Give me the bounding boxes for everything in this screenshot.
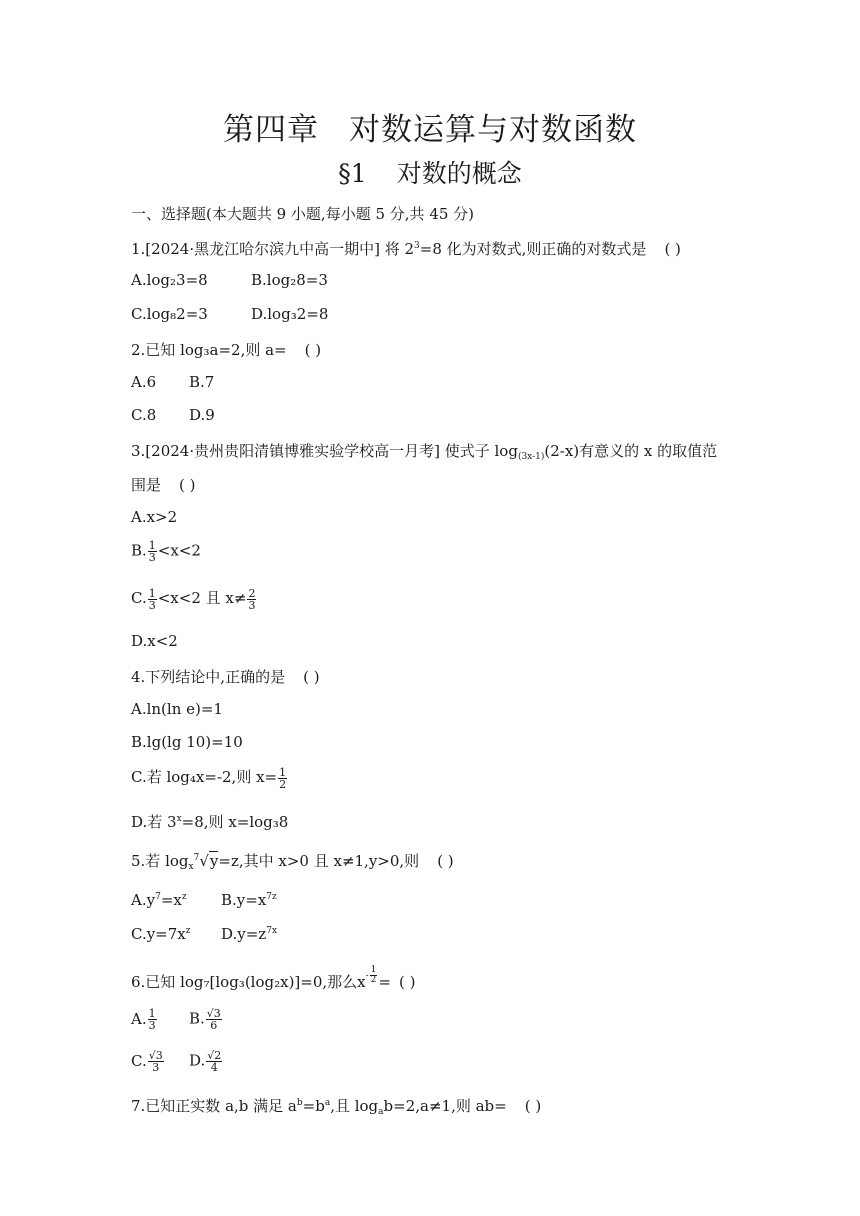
q1-option-c: C.log₈2=3 [131, 305, 208, 323]
q5-b-sup: 7z [266, 892, 277, 902]
question-3 [131, 440, 717, 462]
q3-c-prefix: C. [131, 589, 147, 607]
q3-b-rest: <x<2 [157, 541, 201, 560]
q6-answer-paren: ( ) [398, 973, 416, 991]
q3-text-b: (2-x)有意义的 x 的取值范 [544, 442, 718, 460]
q5-options-row-1 [131, 891, 277, 909]
q5-d-sup: 7x [266, 926, 278, 936]
q6-options-row-1 [131, 1007, 221, 1032]
q6-a-prefix: A. [131, 1009, 147, 1028]
q4-d-sup: x [176, 814, 182, 824]
fraction-denominator: 3 [148, 551, 156, 564]
q5-options-row-2 [131, 925, 278, 943]
question-2 [131, 339, 321, 360]
q7-text-a: 7.已知正实数 a,b 满足 a [131, 1097, 297, 1115]
chapter-name: 对数运算与对数函数 [349, 112, 637, 148]
q5-option-a [131, 891, 187, 909]
q1-text-b: =8 化为对数式,则正确的对数式是 [419, 240, 647, 258]
fraction-denominator: 2 [279, 777, 287, 791]
chapter-title [0, 104, 860, 149]
q4-d-text-b: =8,则 x=log₃8 [181, 813, 289, 831]
q6-b-prefix: B. [189, 1009, 205, 1028]
q4-option-a: A.ln(ln e)=1 [131, 700, 223, 718]
q4-option-d [131, 811, 288, 832]
q1-answer-paren: ( ) [664, 240, 681, 258]
section-number: §1 [338, 159, 367, 188]
q3-option-a: A.x>2 [131, 508, 178, 526]
fraction-denominator: 3 [148, 1019, 156, 1032]
q6-option-c [131, 1049, 165, 1074]
q6-exp-fraction [370, 966, 378, 985]
q6-exponent [366, 966, 379, 985]
q5-text-b: =z,其中 x>0 且 x≠1,y>0,则 [218, 852, 420, 870]
q3-answer-paren: ( ) [179, 476, 196, 494]
q7-sub: a [378, 1107, 384, 1117]
section-name: 对数的概念 [396, 159, 522, 188]
q6-option-b [189, 1008, 223, 1031]
q7-text-c: ,且 log [330, 1097, 379, 1115]
section-title [0, 154, 860, 190]
question-7 [131, 1095, 541, 1117]
q5-answer-paren: ( ) [437, 852, 454, 870]
instructions: 一、选择题(本大题共 9 小题,每小题 5 分,共 45 分) [131, 205, 475, 223]
q6-option-d [189, 1050, 223, 1073]
q1-options-row-2 [131, 305, 329, 323]
q3-c-fraction-1 [148, 588, 157, 611]
q6-c-fraction [148, 1050, 164, 1073]
q6-options-row-2 [131, 1049, 222, 1074]
fraction-numerator: 1 [279, 765, 287, 779]
q7-text-b: =b [302, 1097, 325, 1115]
fraction-numerator: 1 [148, 539, 156, 552]
q2-options-row-1 [131, 373, 215, 391]
radical-sign-icon: √ [199, 852, 209, 870]
q4-answer-paren: ( ) [303, 668, 320, 686]
q1-options-row-1 [131, 271, 328, 289]
fraction-denominator: 3 [152, 1061, 160, 1074]
q5-b-text: B.y=x [221, 891, 267, 909]
q6-b-fraction [206, 1008, 222, 1031]
fraction-numerator: √3 [148, 1049, 163, 1062]
q3-b-prefix: B. [131, 541, 147, 560]
q4-text: 4.下列结论中,正确的是 [131, 668, 286, 686]
q1-text-a: 1.[2024·黑龙江哈尔滨九中高一期中] 将 2 [131, 240, 415, 258]
question-6 [131, 966, 415, 992]
q5-a-text-b: =x [160, 891, 182, 909]
q3-b-fraction [148, 540, 157, 563]
q6-option-a [131, 1007, 158, 1032]
q5-sub: x [188, 862, 194, 872]
q3-sub: (3x-1) [517, 452, 545, 462]
q4-option-b: B.lg(lg 10)=10 [131, 733, 243, 751]
q5-a-sup2: z [181, 892, 187, 902]
fraction-numerator: √2 [207, 1049, 222, 1062]
fraction-numerator: 1 [148, 1007, 156, 1020]
q2-option-b: B.7 [189, 373, 215, 391]
q5-option-b [221, 891, 277, 909]
q7-sup2: a [324, 1098, 331, 1108]
q3-option-c [131, 587, 257, 611]
question-1 [131, 238, 681, 259]
fraction-numerator: 1 [370, 965, 377, 975]
q3-c-fraction-2 [247, 588, 256, 611]
fraction-numerator: √3 [206, 1007, 221, 1020]
q2-options-row-2 [131, 406, 215, 424]
q1-sup: 3 [414, 241, 420, 251]
q7-sup1: b [296, 1098, 303, 1108]
q4-d-text-a: D.若 3 [131, 813, 177, 831]
q5-c-text: C.y=7x [131, 925, 186, 943]
q1-option-d: D.log₃2=8 [251, 305, 329, 323]
q2-option-d: D.9 [189, 406, 215, 424]
fraction-numerator: 2 [248, 586, 256, 600]
q2-option-a: A.6 [131, 373, 157, 391]
q4-option-c [131, 766, 288, 790]
fraction-denominator: 2 [370, 975, 377, 985]
q5-a-text-a: A.y [131, 891, 156, 909]
fraction-denominator: 3 [148, 598, 156, 612]
q5-d-text: D.y=z [221, 925, 267, 943]
q6-c-prefix: C. [131, 1051, 147, 1070]
q7-text-d: b=2,a≠1,则 ab= [383, 1097, 507, 1115]
q6-a-fraction [148, 1008, 157, 1031]
q1-option-a: A.log₂3=8 [131, 271, 208, 289]
q1-option-b: B.log₂8=3 [251, 271, 328, 289]
q6-text-b: = [378, 973, 391, 991]
q6-d-prefix: D. [189, 1051, 206, 1070]
fraction-numerator: 1 [148, 586, 156, 600]
fraction-denominator: 6 [210, 1019, 218, 1032]
q5-text-a: 5.若 log [131, 852, 189, 870]
q5-root-index: 7 [193, 853, 200, 863]
q5-c-sup: z [185, 926, 191, 936]
q3-c-mid: <x<2 且 x≠ [157, 589, 247, 607]
q2-option-c: C.8 [131, 406, 157, 424]
q3-text-a: 3.[2024·贵州贵阳清镇博雅实验学校高一月考] 使式子 log [131, 442, 518, 460]
q6-d-fraction [206, 1050, 222, 1073]
q3-text-line2: 围是 [131, 476, 162, 494]
q5-radicand: y [209, 852, 219, 870]
q2-answer-paren: ( ) [304, 341, 322, 359]
fraction-denominator: 4 [210, 1061, 218, 1074]
q3-option-b [131, 540, 201, 563]
chapter-number: 第四章 [223, 112, 319, 148]
q2-text: 2.已知 log₃a=2,则 a= [131, 341, 287, 359]
question-4 [131, 666, 320, 687]
q5-option-d [221, 925, 277, 943]
fraction-denominator: 3 [248, 598, 256, 612]
question-3-line-2 [131, 474, 196, 495]
q4-c-prefix: C.若 log₄x=-2,则 x= [131, 768, 278, 786]
q5-option-c [131, 925, 191, 943]
q4-c-fraction [278, 767, 287, 790]
question-5 [131, 850, 454, 872]
q6-text-a: 6.已知 log₇[log₃(log₂x)]=0,那么x [131, 973, 366, 991]
q7-answer-paren: ( ) [524, 1097, 542, 1115]
q6-exp-sign: - [365, 971, 369, 981]
q3-option-d: D.x<2 [131, 632, 178, 650]
q5-a-sup1: 7 [155, 892, 161, 902]
